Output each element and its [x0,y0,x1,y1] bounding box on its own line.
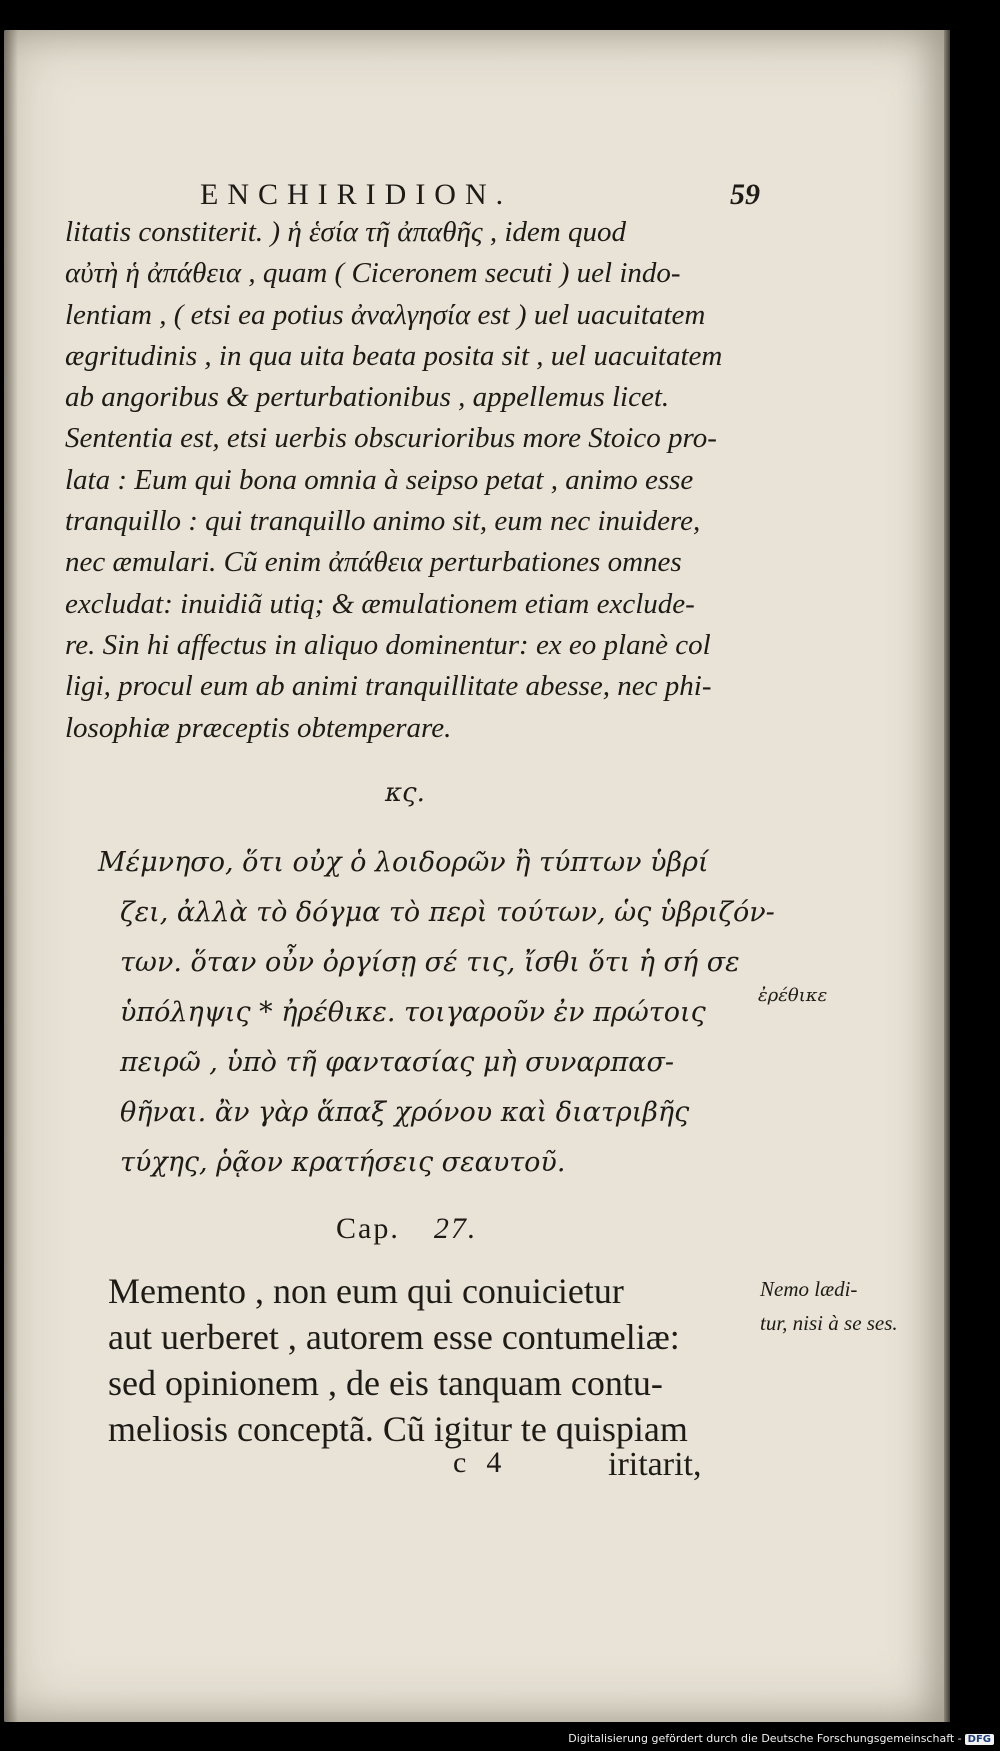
greek-line: Μέμνησο, ὅτι οὐχ ὁ λοιδορῶν ἢ τύπτων ὑβρί [98,847,709,878]
greek-line: των. ὅταν οὖν ὀργίσῃ σέ τις, ἴσθι ὅτι ἡ σή σε [120,947,740,978]
signature-letter: c [453,1446,467,1479]
margin-greek-note: ἐρέθικε [758,985,828,1006]
margin-note-line: Nemo lædi- [760,1277,858,1301]
latin-translation-block [108,1268,688,1452]
running-header [200,178,760,212]
latin-commentary-block [65,212,722,749]
translation-line: sed opinionem , de eis tanquam contu- [108,1363,663,1403]
greek-line: ζει, ἀλλὰ τὸ δόγμα τὸ περὶ τούτων, ὡς ὑβριζόν- [120,897,775,928]
commentary-line: αὐτὴ ἡ ἀπάθεια , quam ( Ciceronem secuti ) uel indo- [65,257,681,290]
chapter-heading [336,1212,477,1246]
signature-mark [453,1446,501,1480]
dfg-logo: DFG [965,1734,994,1745]
chapter-label: Cap. [336,1212,400,1245]
page-right-edge [944,30,950,1722]
credit-text: Digitalisierung gefördert durch die Deutsche Forschungsgemeinschaft - [568,1732,962,1745]
commentary-line: lata : Eum qui bona omnia à seipso petat , animo esse [65,463,694,496]
digitization-credit [568,1732,994,1745]
commentary-line: nec æmulari. Cũ enim ἀπάθεια perturbationes omnes [65,546,682,579]
greek-text-block [98,838,775,1188]
commentary-line: excludat: inuidiã utiq; & æmulationem etiam exclude- [65,587,695,620]
chapter-number: 27. [433,1212,478,1245]
commentary-line: ab angoribus & perturbationibus , appellemus licet. [65,381,670,414]
catchword: iritarit, [608,1446,702,1483]
margin-note [760,1272,898,1340]
running-title: ENCHIRIDION. [200,178,513,211]
commentary-line: ligi, procul eum ab animi tranquillitate abesse, nec phi- [65,670,712,703]
margin-note-line: tur, nisi à se ses. [760,1311,898,1335]
folio-number: 59 [730,178,760,211]
commentary-line: Sententia est, etsi uerbis obscurioribus more Stoico pro- [65,422,717,455]
commentary-line: re. Sin hi affectus in aliquo dominentur: ex eo planè col [65,628,711,661]
page-left-shadow [4,30,18,1722]
commentary-line: tranquillo : qui tranquillo animo sit, eum nec inuidere, [65,505,701,538]
greek-line: ὑπόληψις * ἠρέθικε. τοιγαροῦν ἐν πρώτοις [120,997,706,1028]
signature-number: 4 [486,1446,502,1479]
section-mark: κς. [385,778,425,808]
translation-line: Memento , non eum qui conuicietur [108,1271,624,1311]
greek-line: τύχης, ῥᾷον κρατήσεις σεαυτοῦ. [120,1147,566,1178]
commentary-line: losophiæ præceptis obtemperare. [65,711,452,744]
greek-line: θῆναι. ἂν γὰρ ἅπαξ χρόνου καὶ διατριβῆς [120,1097,690,1128]
translation-line: meliosis conceptã. Cũ igitur te quispiam [108,1409,688,1449]
commentary-line: litatis constiterit. ) ἡ ἑσία τῆ ἀπαθῆς , idem quod [65,216,626,248]
commentary-line: ægritudinis , in qua uita beata posita sit , uel uacuitatem [65,339,723,372]
translation-line: aut uerberet , autorem esse contumeliæ: [108,1317,680,1357]
commentary-line: lentiam , ( etsi ea potius ἀναλγησία est ) uel uacuitatem [65,298,706,331]
greek-line: πειρῶ , ὑπὸ τῆ φαντασίας μὴ συναρπασ- [120,1047,675,1078]
